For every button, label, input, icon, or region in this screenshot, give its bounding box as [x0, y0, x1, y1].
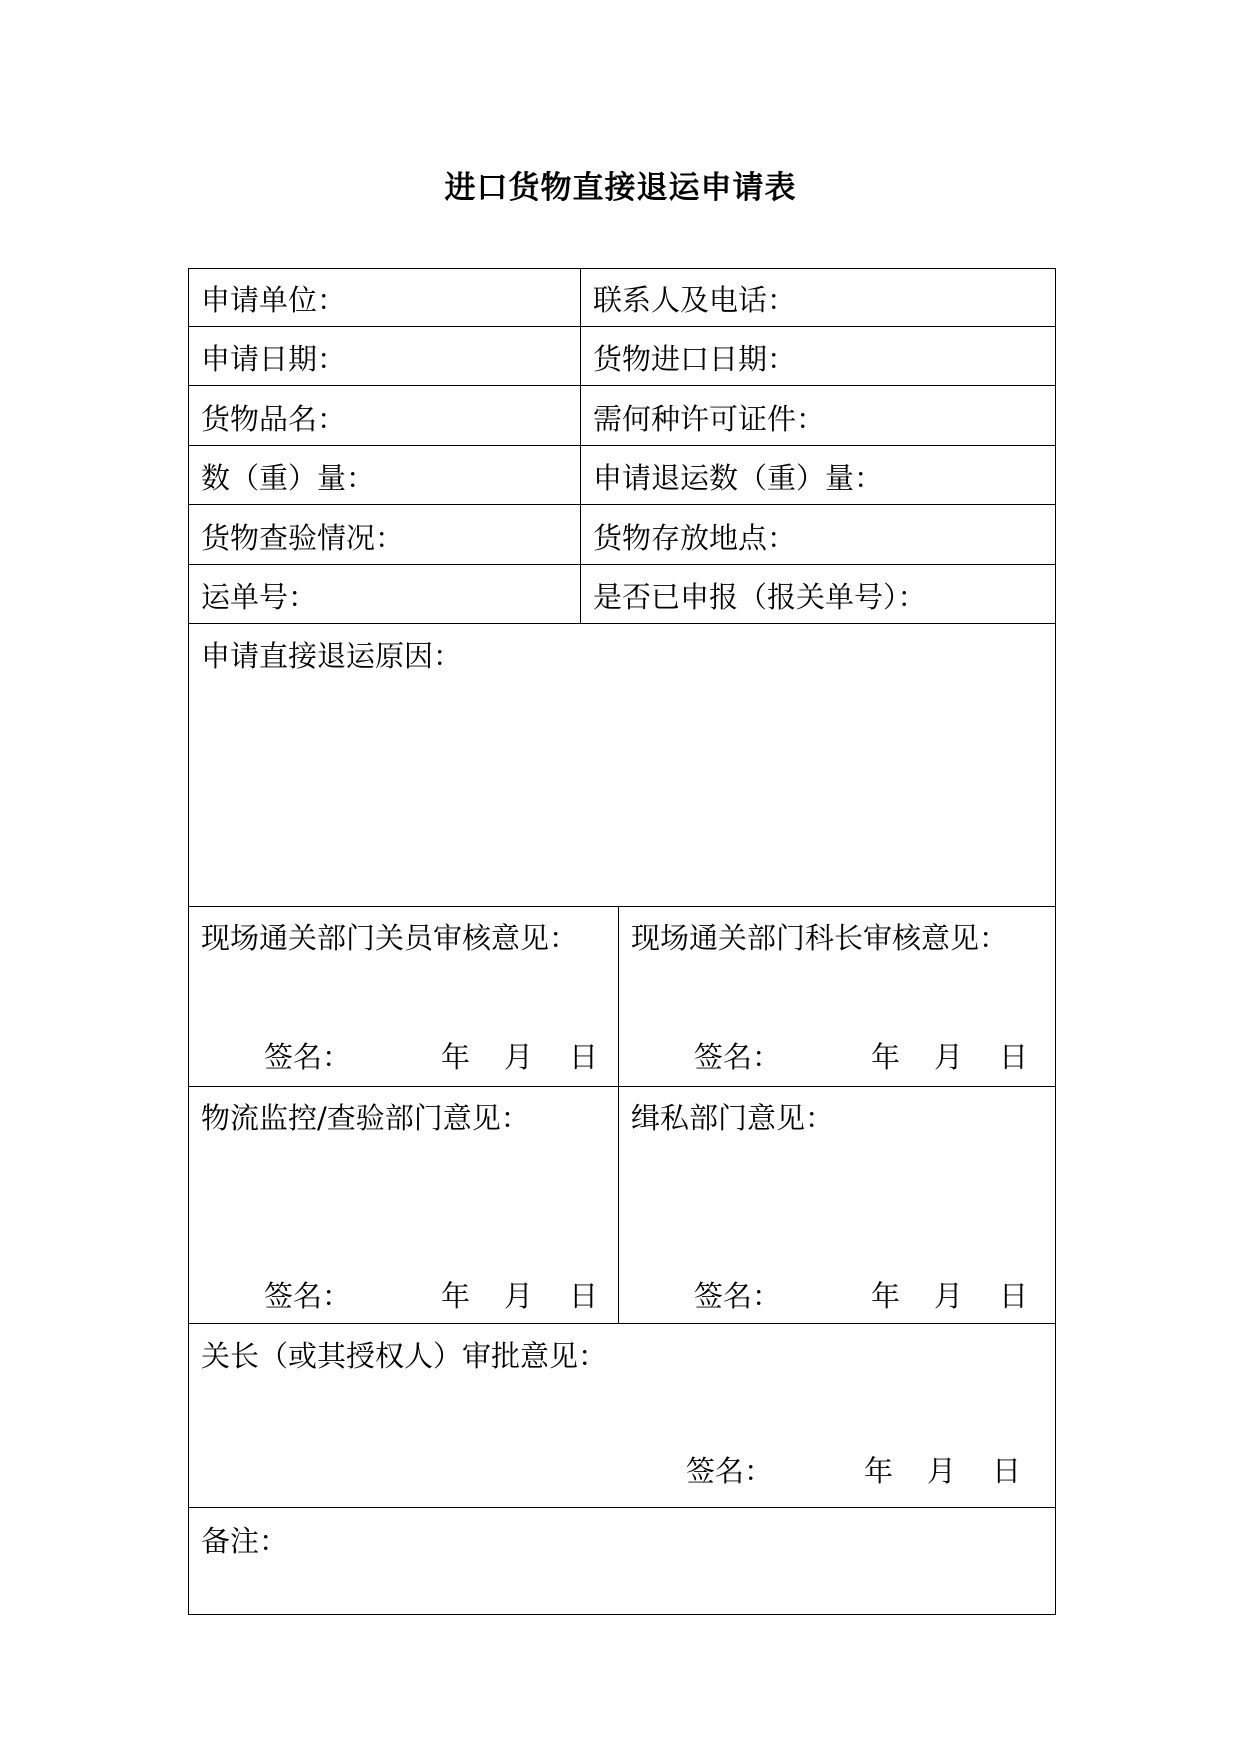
year-label: 年 — [871, 1040, 901, 1074]
day-label: 日 — [999, 1279, 1029, 1313]
return-reason-label: 申请直接退运原因： — [201, 639, 463, 673]
day-label: 日 — [992, 1454, 1022, 1488]
section-divider — [189, 1323, 1055, 1324]
section-divider — [189, 1507, 1055, 1508]
import-date-label: 货物进口日期： — [593, 342, 797, 376]
remarks-label: 备注： — [201, 1524, 289, 1558]
logistics-review-label: 物流监控/查验部门意见： — [201, 1101, 530, 1135]
row-divider — [189, 564, 1055, 565]
signature-label: 签名： — [264, 1279, 352, 1313]
month-label: 月 — [927, 1454, 957, 1488]
signature-label: 签名： — [686, 1454, 774, 1488]
license-required-label: 需何种许可证件： — [593, 402, 826, 436]
signature-label: 签名： — [264, 1040, 352, 1074]
quantity-weight-label: 数（重）量： — [201, 461, 376, 495]
month-label: 月 — [934, 1279, 964, 1313]
day-label: 日 — [569, 1040, 599, 1074]
row-divider — [189, 385, 1055, 386]
row-divider — [189, 326, 1055, 327]
return-quantity-label: 申请退运数（重）量： — [593, 461, 884, 495]
section-divider — [189, 906, 1055, 907]
storage-location-label: 货物存放地点： — [593, 521, 797, 555]
year-label: 年 — [864, 1454, 894, 1488]
declared-status-label: 是否已申报（报关单号）： — [593, 580, 927, 614]
officer-review-label: 现场通关部门关员审核意见： — [201, 921, 579, 955]
page-title: 进口货物直接退运申请表 — [444, 170, 797, 206]
signature-label: 签名： — [694, 1040, 782, 1074]
application-date-label: 申请日期： — [201, 342, 347, 376]
row-divider — [189, 445, 1055, 446]
month-label: 月 — [504, 1279, 534, 1313]
signature-label: 签名： — [694, 1279, 782, 1313]
inspection-status-label: 货物查验情况： — [201, 521, 405, 555]
column-divider — [580, 269, 581, 623]
month-label: 月 — [934, 1040, 964, 1074]
day-label: 日 — [999, 1040, 1029, 1074]
application-form — [188, 268, 1056, 1615]
section-divider — [189, 1086, 1055, 1087]
row-divider — [189, 504, 1055, 505]
year-label: 年 — [441, 1279, 471, 1313]
year-label: 年 — [441, 1040, 471, 1074]
anti-smuggling-review-label: 缉私部门意见： — [631, 1101, 835, 1135]
month-label: 月 — [504, 1040, 534, 1074]
row-divider — [189, 623, 1055, 624]
applicant-unit-label: 申请单位： — [201, 283, 347, 317]
chief-review-label: 现场通关部门科长审核意见： — [631, 921, 1009, 955]
waybill-number-label: 运单号： — [201, 580, 318, 614]
director-approval-label: 关长（或其授权人）审批意见： — [201, 1339, 608, 1373]
goods-name-label: 货物品名： — [201, 402, 347, 436]
year-label: 年 — [871, 1279, 901, 1313]
day-label: 日 — [569, 1279, 599, 1313]
contact-phone-label: 联系人及电话： — [593, 283, 797, 317]
column-divider — [618, 906, 619, 1323]
